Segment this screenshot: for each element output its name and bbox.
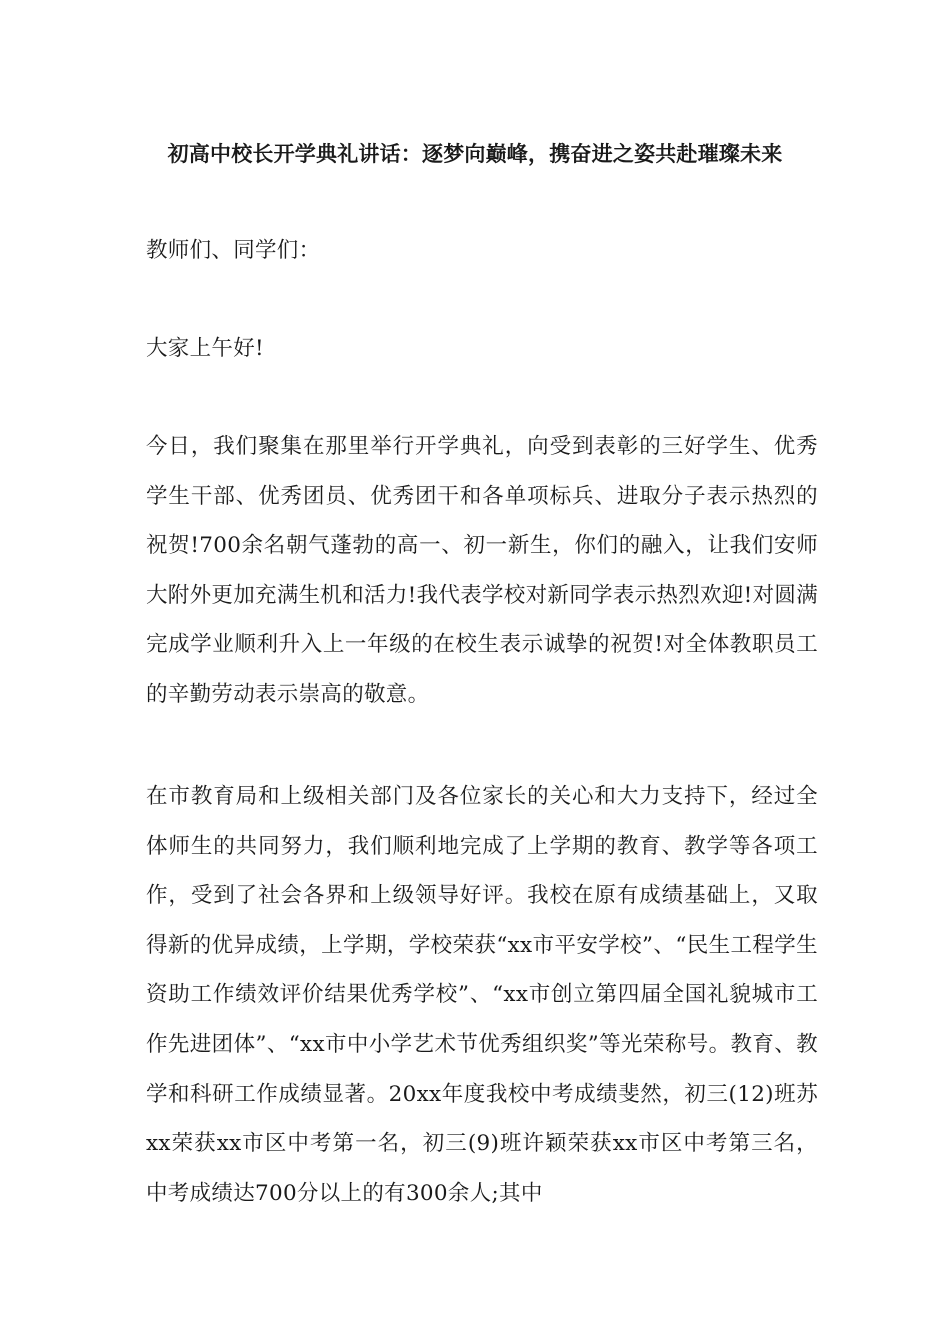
body-paragraph: 在市教育局和上级相关部门及各位家长的关心和大力支持下，经过全体师生的共同努力，我们顺利地完成了上学期的教育、教学等各项工作，受到了社会各界和上级领导好评。我校在原有成绩基础上，又取得新的优异成绩，上学期，学校荣获“xx市平安学校”、“民生工程学生资助工作绩效评价结果优秀学校”、“xx市创立第四届全国礼貌城市工作先进团体”、“xx市中小学艺术节优秀组织奖”等光荣称号。教育、教学和科研工作成绩显著。20xx年度我校中考成绩斐然，初三(12)班苏xx荣获xx市区中考第一名，初三(9)班许颖荣获xx市区中考第三名，中考成绩达700分以上的有300余人;其中 <box>146 784 818 1206</box>
body-paragraph: 今日，我们聚集在那里举行开学典礼，向受到表彰的三好学生、优秀学生干部、优秀团员、优秀团干和各单项标兵、进取分子表示热烈的祝贺!700余名朝气蓬勃的高一、初一新生，你们的融入，让我们安师大附外更加充满生机和活力!我代表学校对新同学表示热烈欢迎!对圆满完成学业顺利升入上一年级的在校生表示诚挚的祝贺!对全体教职员工的辛勤劳动表示崇高的敬意。 <box>146 434 818 707</box>
salutation: 教师们、同学们： <box>146 238 321 263</box>
greeting: 大家上午好! <box>146 336 264 361</box>
document-title: 初高中校长开学典礼讲话：逐梦向巅峰，携奋进之姿共赴璀璨未来 <box>167 141 783 166</box>
